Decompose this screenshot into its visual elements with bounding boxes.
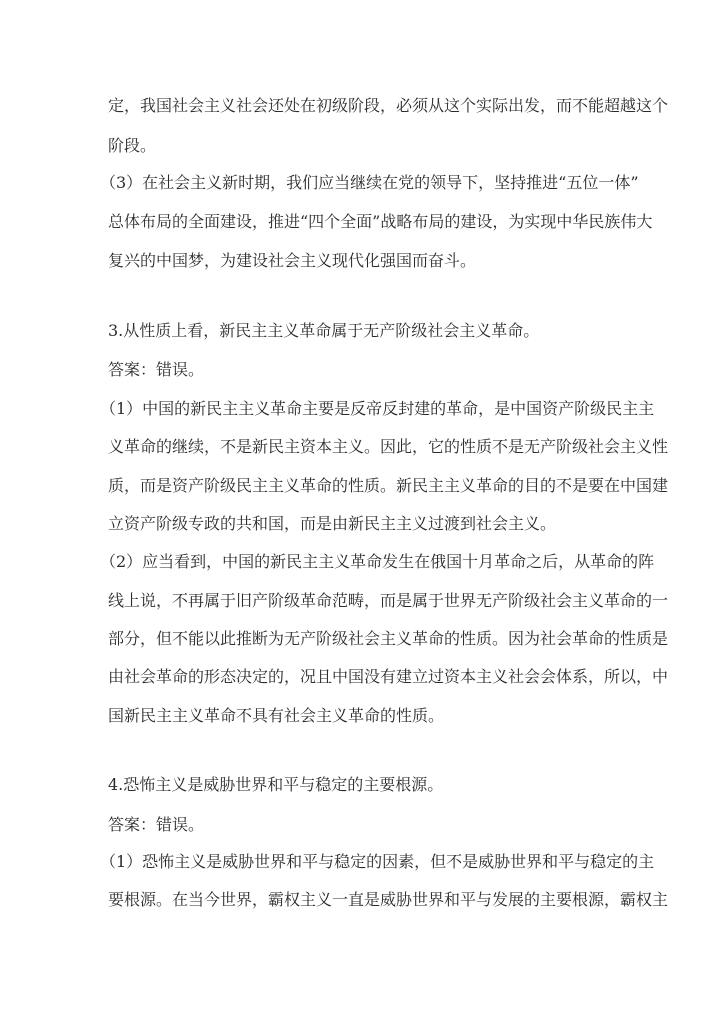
text-line: 线上说，不再属于旧产阶级革命范畴，而是属于世界无产阶级社会主义革命的一 [108, 591, 669, 610]
text-line: 复兴的中国梦，为建设社会主义现代化强国而奋斗。 [108, 251, 477, 270]
answer-label: 答案：错误。 [108, 360, 205, 379]
text-line: 国新民主主义革命不具有社会主义革命的性质。 [108, 706, 445, 725]
text-line: 立资产阶级专政的共和国，而是由新民主主义过渡到社会主义。 [108, 514, 557, 533]
text-line: 定，我国社会主义社会还处在初级阶段，必须从这个实际出发，而不能超越这个 [108, 96, 669, 115]
text-line: 要根源。在当今世界，霸权主义一直是威胁世界和平与发展的主要根源，霸权主 [108, 890, 669, 909]
text-line: （1）恐怖主义是威胁世界和平与稳定的因素，但不是威胁世界和平与稳定的主 [100, 852, 655, 871]
text-line: （2）应当看到，中国的新民主主义革命发生在俄国十月革命之后，从革命的阵 [100, 552, 655, 571]
text-line: （3）在社会主义新时期，我们应当继续在党的领导下，坚持推进“五位一体” [100, 173, 639, 192]
text-line: 部分，但不能以此推断为无产阶级社会主义革命的性质。因为社会革命的性质是 [108, 629, 669, 648]
answer-label: 答案：错误。 [108, 815, 205, 834]
question-heading: 3.从性质上看，新民主主义革命属于无产阶级社会主义革命。 [108, 321, 540, 340]
text-line: 阶段。 [108, 136, 157, 155]
text-line: （1）中国的新民主主义革命主要是反帝反封建的革命，是中国资产阶级民主主 [100, 399, 655, 418]
text-line: 义革命的继续，不是新民主资本主义。因此，它的性质不是无产阶级社会主义性 [108, 437, 669, 456]
question-heading: 4.恐怖主义是威胁世界和平与稳定的主要根源。 [108, 775, 444, 794]
text-line: 总体布局的全面建设，推进“四个全面”战略布局的建设，为实现中华民族伟大 [108, 212, 653, 231]
text-line: 由社会革命的形态决定的，况且中国没有建立过资本主义社会会体系，所以，中 [108, 667, 669, 686]
text-line: 质，而是资产阶级民主主义革命的性质。新民主主义革命的目的不是要在中国建 [108, 476, 669, 495]
